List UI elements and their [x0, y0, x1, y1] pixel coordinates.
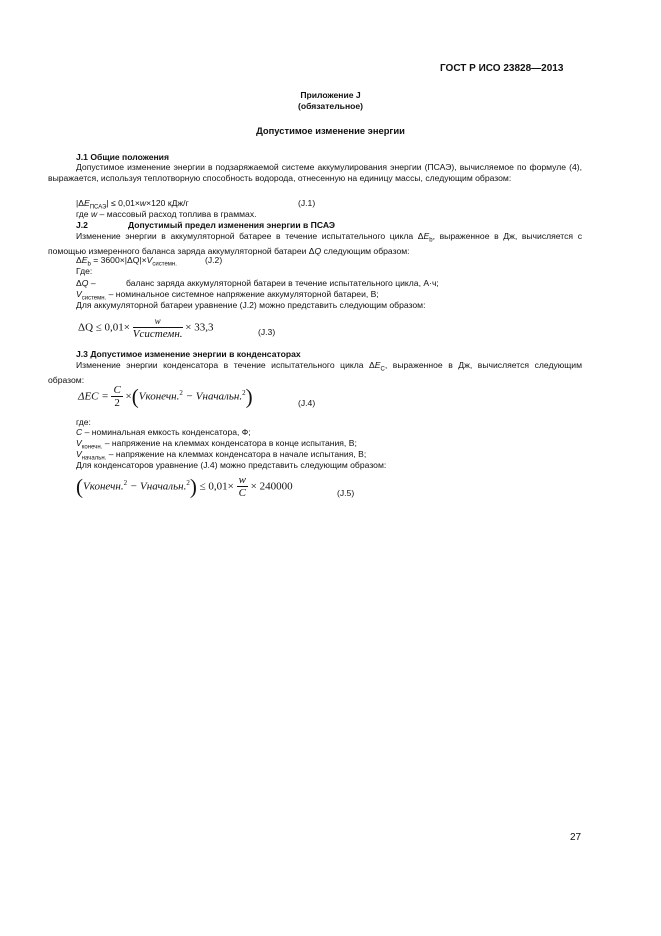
formula-j4-v2: − Vначальн.: [182, 390, 243, 403]
def-var: Q: [81, 278, 89, 288]
formula-j4-times: ×: [125, 390, 132, 403]
def-var: V: [76, 438, 82, 448]
formula-j5-square: 2: [186, 478, 190, 487]
def-sym: Δ: [76, 278, 82, 288]
formula-j2-number: (J.2): [205, 255, 223, 265]
formula-j4-paren: (: [131, 384, 139, 409]
formula-j1-sub: ПСАЭ: [89, 204, 107, 211]
para-var: E: [423, 231, 430, 241]
formula-j4-fraction: [111, 384, 122, 410]
formula-j2-part: = 3600×|ΔQ|×: [90, 255, 147, 265]
section-j1-paragraph: [48, 162, 582, 183]
para-var: Q: [314, 246, 322, 257]
formula-j1-part: |Δ: [76, 198, 84, 208]
formula-j4-square: 2: [242, 388, 246, 397]
where-label: где:: [76, 417, 91, 427]
formula-j3-left: ΔQ ≤ 0,01×: [78, 321, 131, 334]
def-text: – напряжение на клеммах конденсатора в конце испытания, В;: [102, 438, 357, 448]
def-sub: системн.: [81, 295, 107, 302]
section-j3-paragraph: [48, 360, 582, 386]
formula-j5-number: (J.5): [337, 488, 355, 498]
formula-j4-denominator: 2: [114, 397, 120, 409]
formula-j5: [76, 474, 293, 500]
def-var: V: [76, 289, 82, 299]
appendix-subtitle: (обязательное): [297, 101, 364, 111]
where-text: – массовый расход топлива в граммах.: [97, 209, 257, 219]
para-text: , выраженное в Дж, вычисляется следующим образом:: [48, 360, 583, 386]
formula-j5-fraction: [237, 474, 248, 500]
def-dash: –: [88, 278, 96, 288]
def-dq-text: баланс заряда аккумуляторной батареи в течение испытательного цикла, А·ч;: [126, 278, 439, 288]
formula-j1-where: [76, 209, 257, 220]
formula-j4-square: 2: [179, 388, 183, 397]
appendix-title: Приложение J: [300, 90, 361, 100]
formula-j5-paren: ): [189, 474, 197, 499]
formula-j5-denominator: C: [238, 487, 246, 499]
rep-j2: Для аккумуляторной батареи уравнение (J.2) можно представить следующим образом:: [76, 300, 426, 310]
formula-j1-var: w: [139, 198, 147, 208]
formula-j4-v1: Vконечн.: [138, 390, 180, 403]
section-j2-number: J.2: [76, 220, 88, 230]
formula-j2-sub: системн.: [152, 261, 177, 268]
section-j3-heading: J.3 Допустимое изменение энергии в конденсаторах: [76, 349, 301, 359]
formula-j1-var: E: [83, 198, 90, 208]
formula-j3-denominator: Vсистемн.: [132, 328, 183, 340]
formula-j2-var: E: [81, 255, 88, 265]
formula-j1-part: | ≤ 0,01×: [106, 198, 140, 208]
formula-j5-v1: Vконечн.: [83, 480, 124, 493]
formula-j4-numerator: C: [113, 384, 121, 396]
para-sub: C: [380, 366, 385, 373]
para-text: , выраженное в Дж, вычисляется с помощью измеренного баланса заряда аккумуляторной батареи Δ: [48, 231, 582, 257]
formula-j3-fraction: [133, 315, 183, 341]
def-text: – номинальная емкость конденсатора, Ф;: [82, 427, 251, 437]
def-c: [76, 427, 251, 438]
formula-j3-number: (J.3): [258, 327, 276, 337]
formula-j2-part: Δ: [76, 255, 82, 265]
def-sub: конечн.: [81, 444, 103, 451]
formula-j4-left: ΔEC =: [78, 390, 112, 403]
page-number: 27: [570, 832, 582, 843]
para-sub: b: [429, 237, 433, 244]
section-j1-text: Допустимое изменение энергии в подзаряжаемой системе аккумулирования энергии (ПСАЭ), вычисляемое по формуле (4), выражается, используя теплотворную способность водорода, отнесенную на единицу массы, следующим образом:: [48, 162, 582, 183]
para-text: следующим образом:: [321, 246, 410, 257]
appendix-heading: Допустимое изменение энергии: [256, 125, 405, 136]
def-text: – номинальное системное напряжение аккумуляторной батареи, В;: [106, 289, 379, 299]
formula-j4-number: (J.4): [298, 398, 316, 408]
formula-j4-paren: ): [245, 384, 253, 409]
formula-j4: [78, 384, 253, 410]
where-var: w: [90, 209, 98, 219]
def-text: – напряжение на клеммах конденсатора в начале испытания, В;: [106, 449, 367, 459]
para-text: Изменение энергии в аккумуляторной батарее в течение испытательного цикла Δ: [76, 231, 424, 241]
rep-j4: Для конденсаторов уравнение (J.4) можно представить следующим образом:: [76, 460, 387, 470]
def-sub: начальн.: [81, 455, 107, 462]
formula-j5-square: 2: [123, 478, 128, 487]
section-j2-paragraph: [48, 231, 582, 257]
para-var: E: [374, 360, 381, 370]
formula-j5-mid: ≤ 0,01×: [199, 480, 234, 493]
formula-j3-numerator: w: [133, 315, 183, 328]
formula-j2-var: V: [146, 255, 153, 265]
def-var: C: [76, 427, 83, 437]
where-text: где: [76, 209, 91, 219]
def-var: V: [76, 449, 82, 459]
section-j1-heading: J.1 Общие положения: [76, 152, 169, 162]
document-code: ГОСТ Р ИСО 23828—2013: [440, 63, 564, 74]
formula-j1-part: ×120 кДж/г: [146, 198, 189, 208]
section-j2-title: Допустимый предел изменения энергии в ПСАЭ: [128, 220, 335, 230]
def-dq: [76, 278, 96, 289]
formula-j2-sub: b: [87, 261, 91, 268]
para-text: Изменение энергии конденсатора в течение испытательного цикла Δ: [76, 360, 375, 370]
formula-j5-v2: − Vначальн.: [127, 480, 187, 493]
formula-j3-right: × 33,3: [185, 321, 214, 334]
formula-j5-right: × 240000: [250, 480, 293, 493]
formula-j3: [78, 315, 214, 341]
formula-j5-numerator: w: [238, 474, 246, 486]
formula-j5-paren: (: [76, 474, 83, 499]
where-label: Где:: [76, 266, 93, 276]
formula-j1-number: (J.1): [298, 198, 316, 208]
